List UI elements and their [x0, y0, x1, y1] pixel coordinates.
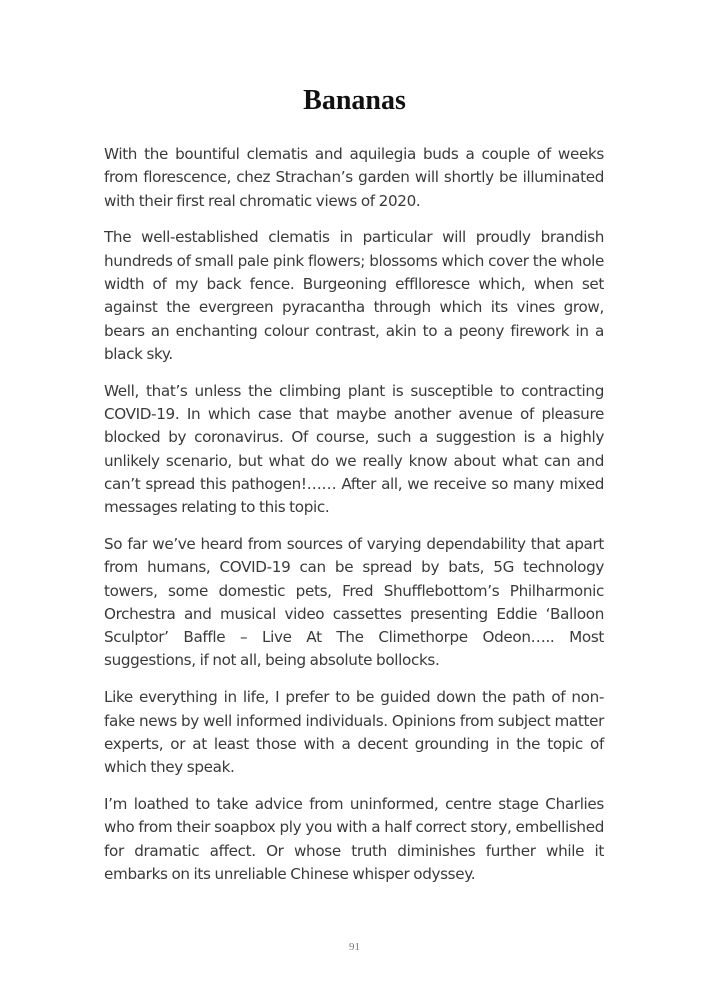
paragraph-6: I’m loathed to take advice from uninformed, centre stage Charlies who from their soapbox ply you with a half correct story, embellished for dramatic affect. Or whose truth diminishes further while it embarks on its unreliable Chinese whisper odyssey. [104, 794, 604, 883]
paragraph-5: Like everything in life, I prefer to be guided down the path of non-fake news by well informed individuals. Opinions from subject matter experts, or at least those with a decent grounding in the topic of which they speak. [104, 688, 604, 777]
page-number: 91 [349, 941, 360, 953]
paragraph-4: So far we’ve heard from sources of varying dependability that apart from humans, COVID-19 can be spread by bats, 5G technology towers, some domestic pets, Fred Shufflebottom’s Philharmonic Orchestra and musical video cassettes presenting Eddie ‘Balloon Sculptor’ Baffle – Live At The Climethorpe Odeon….. Most suggestions, if not all, being absolute bollocks. [104, 534, 604, 670]
paragraph-1: With the bountiful clematis and aquilegia buds a couple of weeks from florescence, chez Strachan’s garden will shortly be illuminated with their first real chromatic views of 2020. [104, 145, 604, 210]
paragraph-2: The well-established clematis in particular will proudly brandish hundreds of small pale pink flowers; blossoms which cover the whole width of my back fence. Burgeoning efflloresce which, when set against the evergreen pyracantha through which its vines grow, bears an enchanting colour contrast, akin to a peony firework in a black sky. [104, 228, 604, 363]
page-title: Bananas [303, 85, 406, 116]
paragraph-3: Well, that’s unless the climbing plant is susceptible to contracting COVID-19. In which case that maybe another avenue of pleasure blocked by coronavirus. Of course, such a suggestion is a highly unlikely scenario, but what do we really know about what can and can’t spread this pathogen!…… After all, we receive so many mixed messages relating to this topic. [104, 381, 604, 517]
body-text [104, 143, 604, 900]
